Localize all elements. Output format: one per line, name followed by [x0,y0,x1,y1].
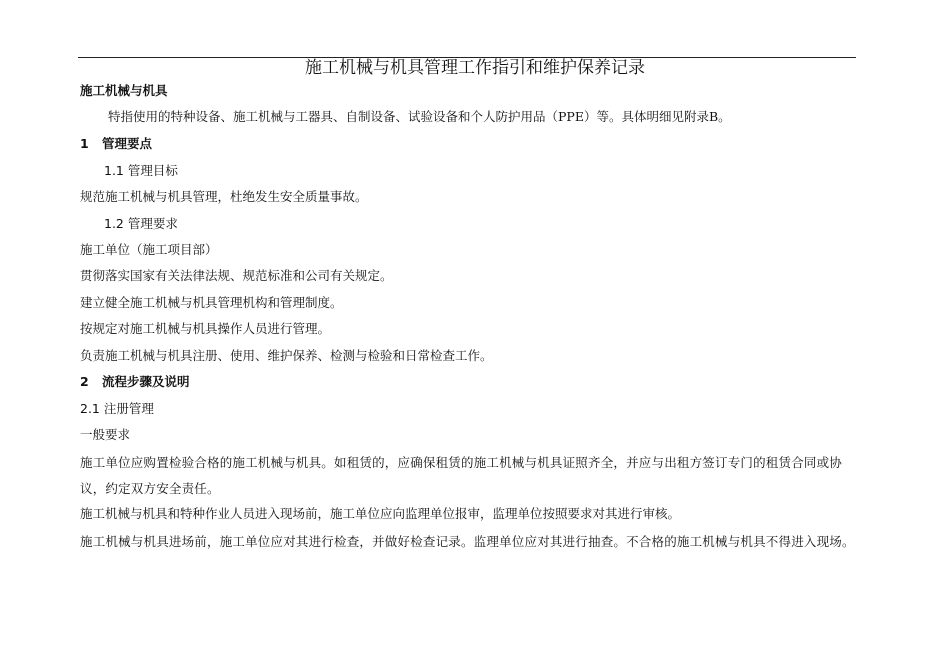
section-1-heading [80,133,152,155]
document-title: 施工机械与机具管理工作指引和维护保养记录 [305,58,645,78]
subsection-1-1-text: 规范施工机械与机具管理，杜绝发生安全质量事故。 [80,189,368,204]
section-2-heading [80,371,190,393]
section-1-title: 管理要点 [102,136,153,151]
section-2-number: 2 [80,374,89,389]
intro-paragraph: 特指使用的特种设备、施工机械与工器具、自制设备、试验设备和个人防护用品（PPE）等。具体明细见附录B。 [108,109,731,124]
requirement-item: 按规定对施工机械与机具操作人员进行管理。 [80,321,331,336]
subsection-1-2-title: 1.2 管理要求 [104,216,178,231]
section-2-title: 流程步骤及说明 [102,374,190,389]
requirement-item: 贯彻落实国家有关法律法规、规范标准和公司有关规定。 [80,268,393,283]
requirement-item: 施工单位（施工项目部） [80,242,218,257]
subsection-1-1-title: 1.1 管理目标 [104,163,178,178]
section-1-number: 1 [80,136,89,151]
procedure-paragraph: 施工机械与机具进场前，施工单位应对其进行检查，并做好检查记录。监理单位应对其进行抽查。不合格的施工机械与机具不得进入现场。 [80,534,855,549]
section-heading: 施工机械与机具 [80,83,168,98]
procedure-paragraph: 施工机械与机具和特种作业人员进入现场前，施工单位应向监理单位报审，监理单位按照要求对其进行审核。 [80,506,681,521]
requirement-item: 负责施工机械与机具注册、使用、维护保养、检测与检验和日常检查工作。 [80,348,493,363]
subsection-2-1-subheading: 一般要求 [80,427,131,442]
requirement-item: 建立健全施工机械与机具管理机构和管理制度。 [80,295,343,310]
procedure-paragraph: 施工单位应购置检验合格的施工机械与机具。如租赁的，应确保租赁的施工机械与机具证照齐全，并应与出租方签订专门的租赁合同或协议，约定双方安全责任。 [80,455,843,496]
subsection-2-1-title: 2.1 注册管理 [80,401,154,416]
